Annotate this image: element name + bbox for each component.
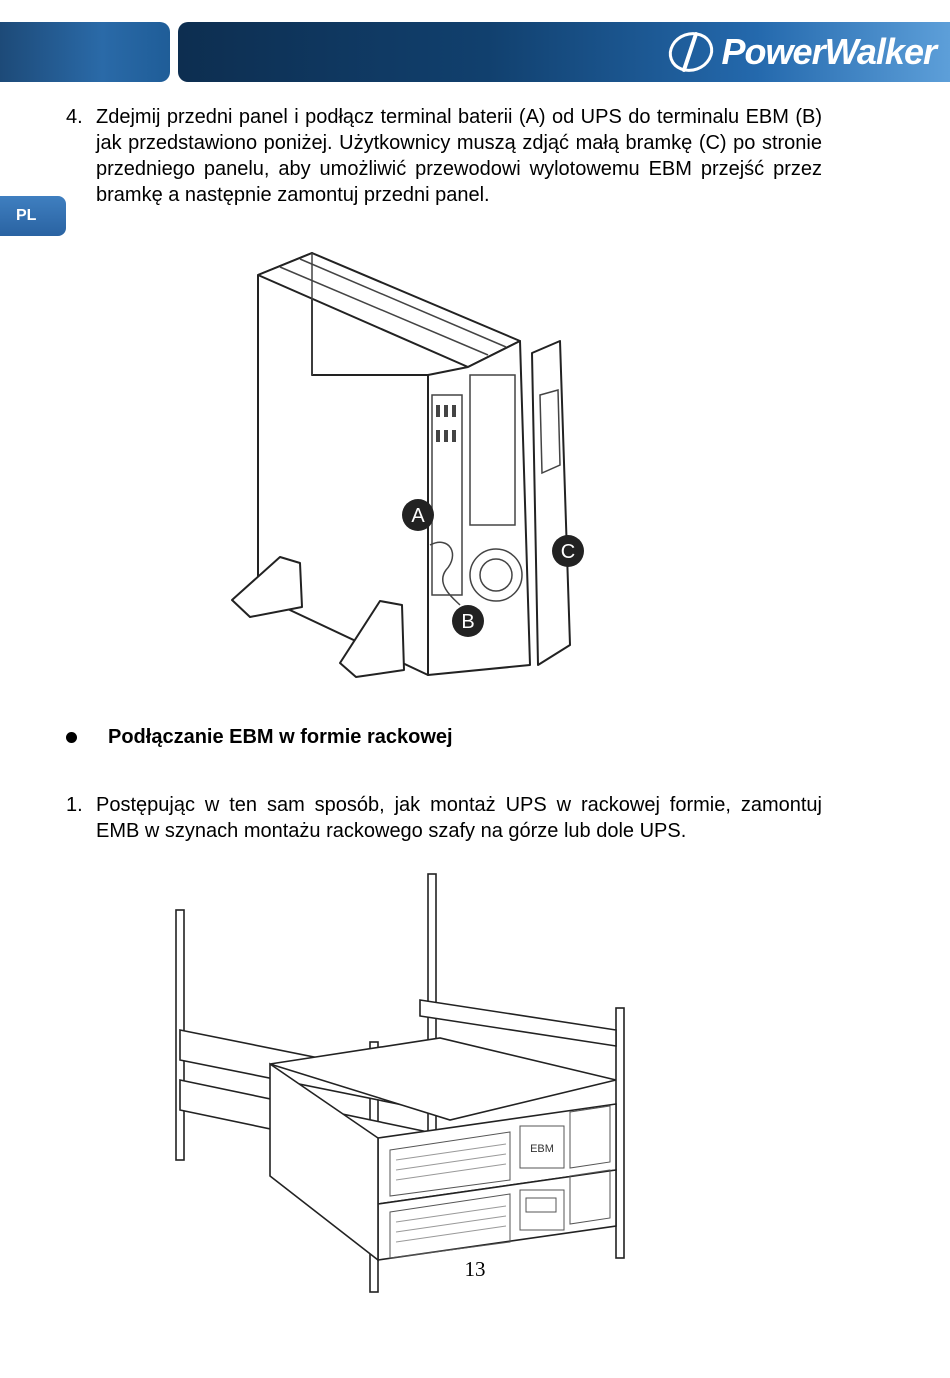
label-b: B: [461, 611, 475, 633]
language-tab[interactable]: PL: [0, 196, 66, 236]
label-a: A: [411, 505, 425, 527]
step-text: Zdejmij przedni panel i podłącz terminal baterii (A) od UPS do terminalu EBM (B) jak przedstawiono poniżej. Użytkownicy muszą zdjąć małą bramkę (C) po stronie przedniego panelu, aby umożliwić przewodowi wylotowemu EBM przejść przez bramkę a następnie zamontuj przedni panel.: [96, 106, 822, 206]
page-number: 13: [464, 1257, 486, 1281]
step-number: 4.: [66, 106, 83, 128]
section-title: Podłączanie EBM w formie rackowej: [108, 726, 453, 748]
rack-mount-illustration: [160, 870, 640, 1300]
ebm-unit-label: EBM: [530, 1143, 554, 1155]
section-heading: [66, 726, 453, 749]
step-4: [66, 104, 822, 208]
page-header: [0, 22, 950, 82]
brand-logo: [666, 28, 936, 76]
step-number: 1.: [66, 794, 83, 816]
header-left-bar: [0, 22, 170, 82]
header-main-bar: [178, 22, 950, 82]
bullet-icon: [66, 732, 77, 743]
brand-name: PowerWalker: [721, 31, 936, 72]
step-text: Postępując w ten sam sposób, jak montaż UPS w rackowej formie, zamontuj EMB w szynach montażu rackowego szafy na górze lub dole UPS.: [96, 794, 822, 842]
step-1: [66, 792, 822, 844]
label-c: C: [560, 541, 576, 563]
power-logo-icon: [666, 30, 716, 74]
tower-ups-ebm-illustration: [220, 245, 600, 685]
